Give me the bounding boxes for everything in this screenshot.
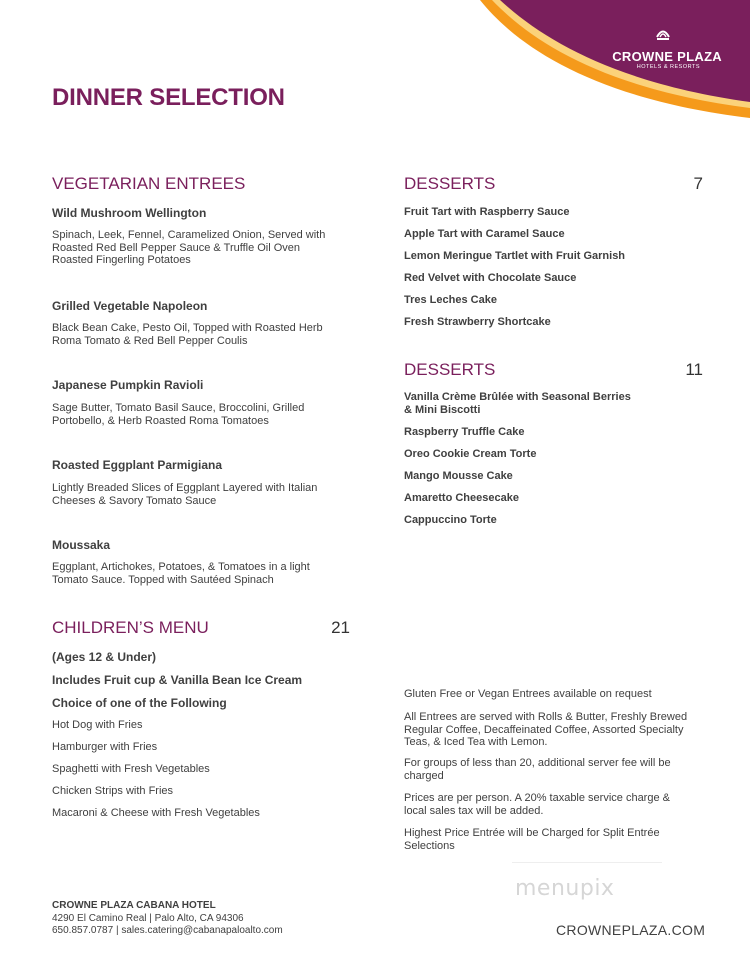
dessert-item: Vanilla Crème Brûlée with Seasonal Berries & Mini Biscotti (404, 391, 631, 416)
children-item: Spaghetti with Fresh Vegetables (52, 763, 210, 775)
note-block: All Entrees are served with Rolls & Butter, Freshly Brewed Regular Coffee, Decaffeinated Coffee, Assorted Specialty Teas, & Iced Tea with Lemon. (404, 711, 688, 748)
dessert-item: Raspberry Truffle Cake (404, 426, 525, 438)
entree-desc: Sage Butter, Tomato Basil Sauce, Broccolini, Grilled Portobello, & Herb Roasted Roma Tomatoes (52, 402, 305, 427)
desserts-7-heading: DESSERTS (404, 174, 496, 193)
dessert-item: Oreo Cookie Cream Torte (404, 448, 537, 460)
dessert-item: Tres Leches Cake (404, 294, 497, 306)
watermark-logo: menupix (515, 876, 615, 901)
desserts-11-heading: DESSERTS (404, 360, 496, 379)
children-price: 21 (331, 618, 350, 637)
entree-desc: Eggplant, Artichokes, Potatoes, & Tomatoes in a light Tomato Sauce. Topped with Sautéed Spinach (52, 561, 310, 586)
entree-desc: Spinach, Leek, Fennel, Caramelized Onion, Served with Roasted Red Bell Pepper Sauce & Truffle Oil Oven Roasted Fingerling Potatoes (52, 229, 326, 266)
note-block: Highest Price Entrée will be Charged for Split Entrée Selections (404, 827, 660, 852)
dessert-item: Apple Tart with Caramel Sauce (404, 228, 565, 240)
footer-address: 4290 El Camino Real | Palo Alto, CA 94306 (52, 913, 244, 924)
children-item: Chicken Strips with Fries (52, 785, 174, 797)
crown-logo-icon (655, 28, 671, 42)
dessert-item: Fruit Tart with Raspberry Sauce (404, 206, 570, 218)
footer-website-link[interactable]: CROWNEPLAZA.COM (556, 922, 706, 938)
entree-name: Moussaka (52, 538, 111, 552)
vegetarian-heading: VEGETARIAN ENTREES (52, 174, 246, 193)
children-item: Hamburger with Fries (52, 741, 158, 753)
dessert-item: Red Velvet with Chocolate Sauce (404, 272, 577, 284)
entree-name: Roasted Eggplant Parmigiana (52, 458, 223, 472)
note-block: For groups of less than 20, additional server fee will be charged (404, 757, 671, 782)
entree-desc: Black Bean Cake, Pesto Oil, Topped with Roasted Herb Roma Tomato & Red Bell Pepper Coulis (52, 322, 323, 347)
note-line: Gluten Free or Vegan Entrees available on request (404, 688, 652, 700)
children-item: Hot Dog with Fries (52, 719, 143, 731)
children-heading: CHILDREN’S MENU (52, 618, 209, 637)
entree-name: Wild Mushroom Wellington (52, 206, 207, 220)
dessert-item: Mango Mousse Cake (404, 470, 513, 482)
entree-desc: Lightly Breaded Slices of Eggplant Layered with Italian Cheeses & Savory Tomato Sauce (52, 482, 318, 507)
desserts-7-price: 7 (693, 174, 703, 193)
dessert-item: Amaretto Cheesecake (404, 492, 519, 504)
entree-name: Grilled Vegetable Napoleon (52, 299, 208, 313)
footer-contact[interactable]: 650.857.0787 | sales.catering@cabanapaloalto.com (52, 925, 283, 936)
entree-name: Japanese Pumpkin Ravioli (52, 378, 204, 392)
brand-subtitle: HOTELS & RESORTS (636, 64, 700, 70)
watermark-divider (512, 862, 662, 863)
dessert-item: Lemon Meringue Tartlet with Fruit Garnish (404, 250, 626, 262)
dessert-item: Fresh Strawberry Shortcake (404, 316, 551, 328)
brand-name: CROWNE PLAZA (612, 49, 722, 64)
page-title: DINNER SELECTION (52, 84, 285, 111)
children-note: (Ages 12 & Under) (52, 650, 157, 664)
footer-hotel-name: CROWNE PLAZA CABANA HOTEL (52, 900, 216, 911)
children-item: Macaroni & Cheese with Fresh Vegetables (52, 807, 260, 819)
note-block: Prices are per person. A 20% taxable service charge & local sales tax will be added. (404, 792, 670, 817)
children-note: Includes Fruit cup & Vanilla Bean Ice Cream (52, 673, 303, 687)
children-note: Choice of one of the Following (52, 696, 227, 710)
dessert-item: Cappuccino Torte (404, 514, 497, 526)
desserts-11-price: 11 (685, 360, 703, 379)
